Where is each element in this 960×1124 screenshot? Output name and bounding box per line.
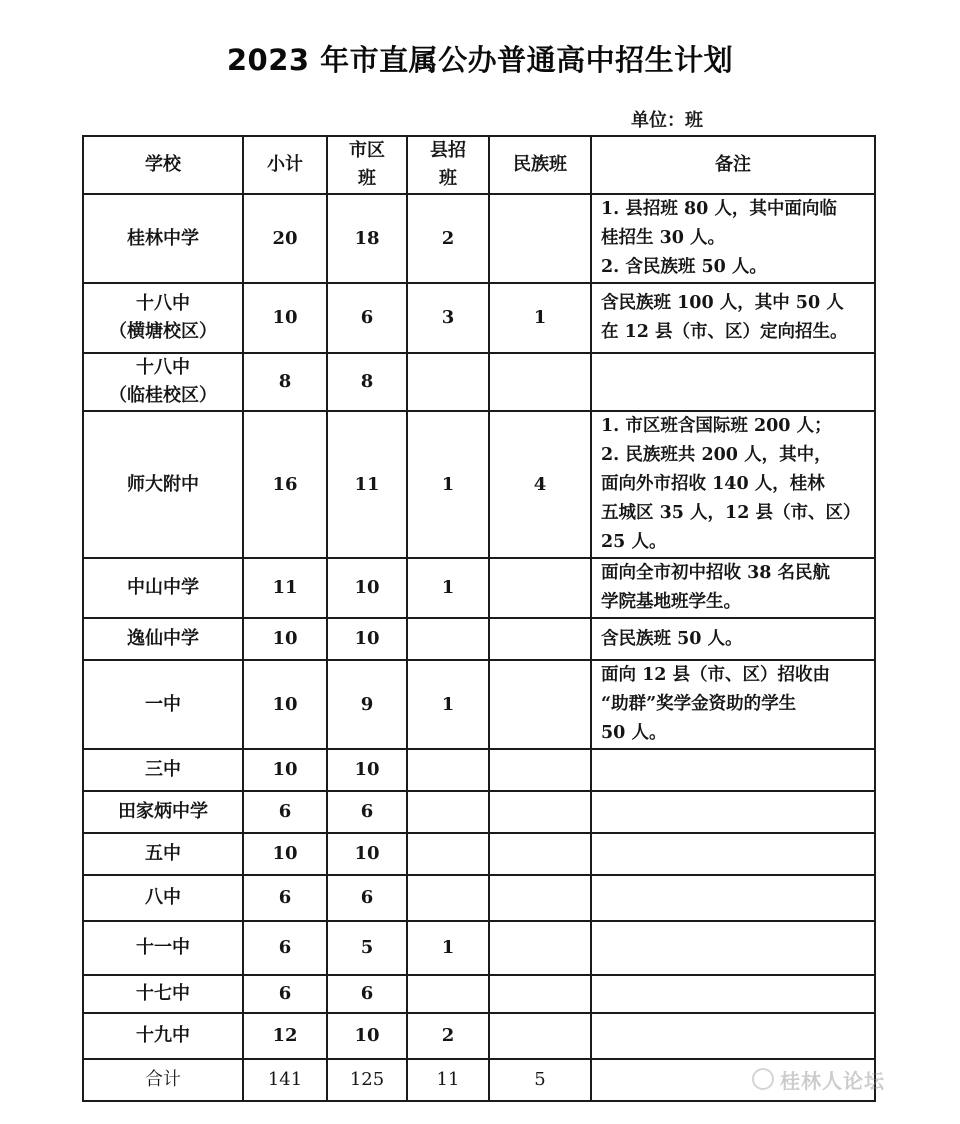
cell-county-class: 1 xyxy=(407,921,489,975)
cell-subtotal: 8 xyxy=(243,353,327,411)
table-row xyxy=(83,749,875,791)
header-city-line2: 班 xyxy=(358,168,376,189)
table-row xyxy=(83,921,875,975)
cell-remark xyxy=(591,353,875,411)
remark-line: 1. 县招班 80 人，其中面向临 xyxy=(601,199,837,219)
cell-city-class: 10 xyxy=(327,618,407,660)
cell-subtotal: 20 xyxy=(243,194,327,283)
table-row xyxy=(83,660,875,749)
cell-school: 十九中 xyxy=(83,1013,243,1059)
cell-remark xyxy=(591,283,875,353)
cell-total-label: 合计 xyxy=(83,1059,243,1101)
cell-ethnic-class xyxy=(489,558,591,618)
cell-total-ethnic: 5 xyxy=(489,1059,591,1101)
cell-county-class: 1 xyxy=(407,660,489,749)
remark-line: 在 12 县（市、区）定向招生。 xyxy=(601,322,848,342)
cell-city-class: 6 xyxy=(327,791,407,833)
cell-ethnic-class xyxy=(489,618,591,660)
cell-school: 三中 xyxy=(83,749,243,791)
cell-county-class xyxy=(407,353,489,411)
remark-line: 面向外市招收 140 人，桂林 xyxy=(601,474,825,494)
cell-remark xyxy=(591,194,875,283)
cell-county-class xyxy=(407,875,489,921)
document-title: 2023 年市直属公办普通高中招生计划 xyxy=(226,43,734,77)
cell-subtotal: 10 xyxy=(243,660,327,749)
cell-ethnic-class xyxy=(489,791,591,833)
cell-county-class: 2 xyxy=(407,194,489,283)
school-campus-line: （横塘校区） xyxy=(109,321,217,342)
cell-remark xyxy=(591,558,875,618)
school-campus-line: （临桂校区） xyxy=(109,385,217,406)
cell-city-class: 9 xyxy=(327,660,407,749)
cell-total-county: 11 xyxy=(407,1059,489,1101)
cell-school: 十七中 xyxy=(83,975,243,1013)
cell-ethnic-class xyxy=(489,194,591,283)
table-row xyxy=(83,875,875,921)
cell-subtotal: 6 xyxy=(243,921,327,975)
cell-subtotal: 12 xyxy=(243,1013,327,1059)
cell-ethnic-class xyxy=(489,749,591,791)
cell-subtotal: 10 xyxy=(243,749,327,791)
cell-ethnic-class xyxy=(489,660,591,749)
header-remark: 备注 xyxy=(591,136,875,194)
header-city-line1: 市区 xyxy=(349,140,385,161)
enrollment-table xyxy=(82,135,876,1102)
cell-subtotal: 10 xyxy=(243,283,327,353)
header-school: 学校 xyxy=(83,136,243,194)
cell-county-class xyxy=(407,749,489,791)
header-ethnic-class: 民族班 xyxy=(489,136,591,194)
school-name-line: 十八中 xyxy=(136,357,190,378)
remark-line: 面向全市初中招收 38 名民航 xyxy=(601,563,831,583)
cell-ethnic-class xyxy=(489,833,591,875)
cell-county-class xyxy=(407,791,489,833)
table-row xyxy=(83,1013,875,1059)
cell-total-subtotal: 141 xyxy=(243,1059,327,1101)
cell-city-class: 10 xyxy=(327,558,407,618)
remark-line: 25 人。 xyxy=(601,532,667,552)
table-row xyxy=(83,833,875,875)
cell-city-class: 5 xyxy=(327,921,407,975)
cell-county-class xyxy=(407,618,489,660)
cell-city-class: 8 xyxy=(327,353,407,411)
school-name-line: 十八中 xyxy=(136,293,190,314)
watermark-logo-icon xyxy=(752,1068,774,1090)
cell-county-class: 3 xyxy=(407,283,489,353)
cell-city-class: 11 xyxy=(327,411,407,558)
cell-school xyxy=(83,283,243,353)
cell-school xyxy=(83,353,243,411)
remark-line: “助群”奖学金资助的学生 xyxy=(601,694,797,714)
cell-remark xyxy=(591,975,875,1013)
cell-school: 师大附中 xyxy=(83,411,243,558)
table-row xyxy=(83,283,875,353)
cell-ethnic-class xyxy=(489,1013,591,1059)
cell-school: 中山中学 xyxy=(83,558,243,618)
cell-remark xyxy=(591,618,875,660)
table-row xyxy=(83,558,875,618)
cell-remark xyxy=(591,660,875,749)
cell-county-class: 1 xyxy=(407,411,489,558)
cell-school: 田家炳中学 xyxy=(83,791,243,833)
cell-school: 五中 xyxy=(83,833,243,875)
cell-school: 逸仙中学 xyxy=(83,618,243,660)
cell-remark xyxy=(591,791,875,833)
cell-county-class xyxy=(407,833,489,875)
cell-remark xyxy=(591,411,875,558)
cell-ethnic-class xyxy=(489,921,591,975)
cell-county-class: 1 xyxy=(407,558,489,618)
header-county-line1: 县招 xyxy=(430,140,466,161)
cell-remark xyxy=(591,749,875,791)
cell-school: 桂林中学 xyxy=(83,194,243,283)
table-header-row xyxy=(83,136,875,194)
remark-line: 面向 12 县（市、区）招收由 xyxy=(601,665,831,685)
remark-line: 含民族班 100 人，其中 50 人 xyxy=(601,293,844,313)
table-row xyxy=(83,194,875,283)
remark-line: 50 人。 xyxy=(601,723,667,743)
cell-subtotal: 10 xyxy=(243,833,327,875)
header-city-class xyxy=(327,136,407,194)
remark-line: 2. 民族班共 200 人，其中， xyxy=(601,445,832,465)
watermark: 桂林人论坛 xyxy=(780,1069,885,1093)
remark-line: 含民族班 50 人。 xyxy=(601,628,743,649)
table-row xyxy=(83,975,875,1013)
cell-remark xyxy=(591,875,875,921)
cell-school: 八中 xyxy=(83,875,243,921)
cell-city-class: 10 xyxy=(327,1013,407,1059)
cell-remark xyxy=(591,1013,875,1059)
cell-ethnic-class: 1 xyxy=(489,283,591,353)
cell-county-class: 2 xyxy=(407,1013,489,1059)
remark-line: 2. 含民族班 50 人。 xyxy=(601,257,767,277)
cell-ethnic-class xyxy=(489,353,591,411)
cell-city-class: 6 xyxy=(327,875,407,921)
cell-city-class: 6 xyxy=(327,975,407,1013)
remark-line: 五城区 35 人，12 县（市、区） xyxy=(601,503,861,523)
cell-ethnic-class xyxy=(489,875,591,921)
cell-subtotal: 6 xyxy=(243,975,327,1013)
cell-city-class: 10 xyxy=(327,833,407,875)
cell-ethnic-class: 4 xyxy=(489,411,591,558)
unit-label: 单位：班 xyxy=(631,110,703,131)
cell-city-class: 10 xyxy=(327,749,407,791)
table-body xyxy=(83,194,875,1101)
cell-school: 一中 xyxy=(83,660,243,749)
cell-subtotal: 10 xyxy=(243,618,327,660)
remark-line: 桂招生 30 人。 xyxy=(601,228,726,248)
remark-line: 学院基地班学生。 xyxy=(601,592,741,612)
cell-total-city: 125 xyxy=(327,1059,407,1101)
cell-county-class xyxy=(407,975,489,1013)
cell-subtotal: 11 xyxy=(243,558,327,618)
remark-line: 1. 市区班含国际班 200 人； xyxy=(601,416,832,436)
table-row xyxy=(83,618,875,660)
table-row xyxy=(83,353,875,411)
cell-city-class: 18 xyxy=(327,194,407,283)
cell-school: 十一中 xyxy=(83,921,243,975)
cell-city-class: 6 xyxy=(327,283,407,353)
cell-subtotal: 6 xyxy=(243,791,327,833)
cell-remark xyxy=(591,833,875,875)
table-row xyxy=(83,791,875,833)
header-subtotal: 小计 xyxy=(243,136,327,194)
cell-subtotal: 6 xyxy=(243,875,327,921)
cell-remark xyxy=(591,921,875,975)
cell-ethnic-class xyxy=(489,975,591,1013)
header-county-line2: 班 xyxy=(439,168,457,189)
header-county-class xyxy=(407,136,489,194)
table-row xyxy=(83,411,875,558)
cell-subtotal: 16 xyxy=(243,411,327,558)
